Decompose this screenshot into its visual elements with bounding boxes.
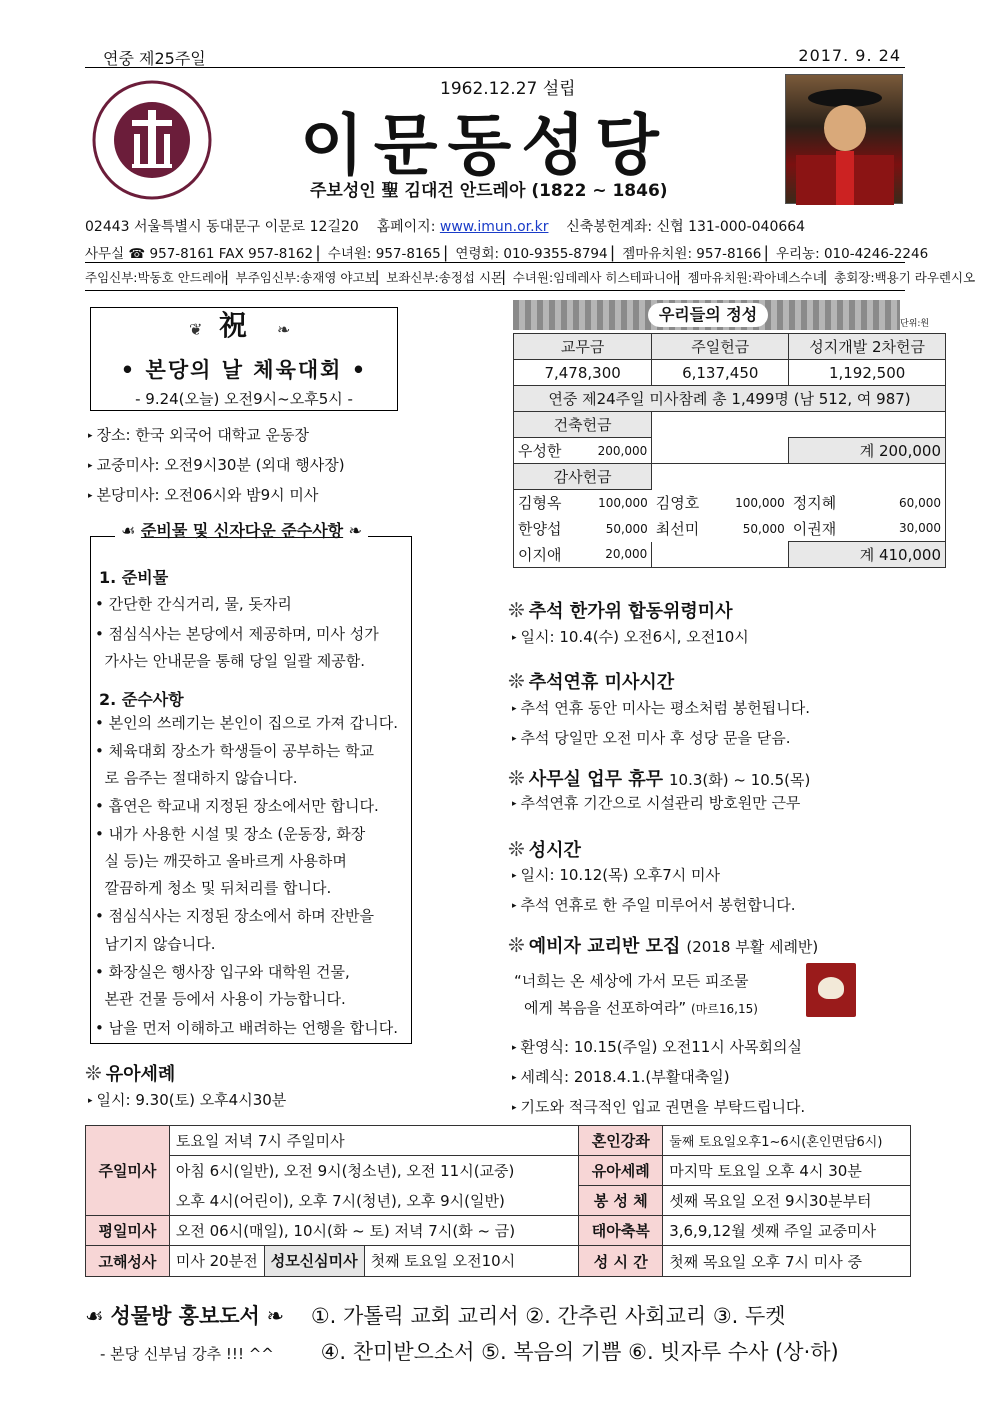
book-list: ①. 가톨릭 교회 교리서 ②. 간추린 사회교리 ③. 두켓 [310, 1304, 786, 1328]
list-item: 깔끔하게 청소 및 뒤처리를 합니다. [95, 879, 332, 897]
donor-name: 최선미 [655, 520, 700, 538]
offering-banner [513, 300, 900, 330]
section-heading: 1. 준비물 [99, 568, 169, 587]
list-item: ▸ 본당미사: 오전06시와 밤9시 미사 [88, 486, 319, 504]
books-promo-2 [100, 1336, 839, 1366]
infant-baptism-heading: ❊ 유아세례 [85, 1061, 176, 1085]
offering-title: 우리들의 정성 [648, 303, 768, 327]
list-item: ▸ 추석연휴 기간으로 시설관리 방호원만 근무 [512, 794, 801, 812]
recommendation: - 본당 신부님 강추 !!! ^^ [100, 1345, 274, 1363]
list-item: • 간단한 간식거리, 물, 돗자리 [95, 595, 292, 613]
table-cell: 둘째 토요일오후1~6시(혼인면담6시) [663, 1126, 911, 1156]
sparkle-icon: ❊ [85, 1061, 102, 1085]
donor-amount: 20,000 [579, 542, 652, 568]
notice-heading: ❊ 추석 한가위 합동위령미사 [508, 598, 733, 622]
table-cell: 마지막 토요일 오후 4시 30분 [663, 1156, 911, 1186]
list-item: ▸ 교중미사: 오전9시30분 (외대 행사장) [88, 456, 345, 474]
unit-label: 단위:원 [900, 319, 930, 329]
table-cell: 오후 4시(어린이), 오후 7시(청년), 오후 9시(일반) [169, 1186, 578, 1216]
ornament-icon: ☙ [121, 521, 141, 540]
sparkle-icon: ❊ [508, 598, 525, 622]
list-item: • 흡연은 학교내 지정된 장소에서만 합니다. [95, 797, 379, 815]
notice-heading: ❊ 성시간 [508, 837, 581, 861]
table-cell: 토요일 저녁 7시 주일미사 [169, 1126, 578, 1156]
table-cell: 1,192,500 [789, 360, 946, 386]
list-item: • 점심식사는 지정된 장소에서 하며 잔반을 [95, 907, 375, 925]
donor-amount: 30,000 [868, 516, 946, 542]
catechumen-list [512, 1034, 805, 1124]
table-cell: 셋째 목요일 오전 9시30분부터 [663, 1186, 911, 1216]
donor-amount: 60,000 [868, 490, 946, 516]
ornament-icon: ☙ [85, 1304, 111, 1328]
list-item: ▸ 추석 연휴 동안 미사는 평소처럼 봉헌됩니다. [512, 699, 810, 717]
list-item: 로 음주는 절대하지 않습니다. [95, 769, 298, 787]
scripture-quote: “너희는 온 세상에 가서 모든 피조물 [514, 972, 749, 990]
saint-portrait [785, 74, 903, 204]
marian-mass-label: 성모신심미사 [264, 1246, 365, 1276]
donor-name: 이권재 [792, 519, 837, 538]
donor-amount: 100,000 [735, 495, 785, 510]
catechumen-heading: ❊ 예비자 교리반 모집 (2018 부활 세례반) [508, 933, 819, 957]
list-item: 가사는 안내문을 통해 당일 일괄 제공함. [95, 652, 365, 670]
marriage-label: 혼인강좌 [579, 1126, 663, 1156]
table-cell: 3,6,9,12월 셋째 주일 교중미사 [663, 1216, 911, 1246]
communion-label: 봉 성 체 [579, 1186, 663, 1216]
sparkle-icon: ❊ [508, 669, 525, 693]
list-item: ▸ 장소: 한국 외국어 대학교 운동장 [88, 426, 310, 444]
table-cell: 7,478,300 [514, 360, 652, 386]
week-label: 연중 제25주일 [103, 49, 206, 68]
donor-name: 한양섭 [514, 516, 579, 542]
donor-name: 우성한 [514, 438, 579, 464]
festival-datetime: - 9.24(오늘) 오전9시~오후5시 - [135, 390, 353, 408]
list-item: • 점심식사는 본당에서 제공하며, 미사 성가 [95, 625, 379, 643]
list-item: ▸ 세례식: 2018.4.1.(부활대축일) [512, 1068, 730, 1086]
bank-account: 신축봉헌계좌: 신협 131-000-040664 [566, 219, 806, 235]
thanks-label: 감사헌금 [514, 464, 652, 490]
list-item: 본관 건물 등에서 사용이 가능합니다. [95, 990, 346, 1008]
donor-amount: 100,000 [598, 495, 648, 510]
issue-date: 2017. 9. 24 [798, 46, 901, 65]
book-list: ④. 찬미받으소서 ⑤. 복음의 기쁨 ⑥. 빗자루 수사 (상·하) [320, 1340, 839, 1364]
list-item: • 체육대회 장소가 학생들이 공부하는 학교 [95, 742, 375, 760]
books-promo: ☙ 성물방 홍보도서 ❧ ①. 가톨릭 교회 교리서 ②. 간추린 사회교리 ③. 두켓 [85, 1304, 786, 1328]
donor-amount: 200,000 [579, 438, 652, 464]
rules-title: ☙ 준비물 및 신자다운 준수사항 ❧ [115, 518, 368, 541]
fetus-blessing-label: 태아축복 [579, 1216, 663, 1246]
donor-amount: 50,000 [605, 521, 648, 536]
masthead-bar [85, 46, 905, 68]
sparkle-icon: ❊ [508, 837, 525, 861]
offering-table [513, 333, 946, 568]
staff-list: 주임신부:박동호 안드레아▏부주임신부:송재영 야고보▏보좌신부:송정섭 시몬▏수녀원:임데레사 히스테파니아▏젬마유치원:곽아녜스수녀▏총회장:백용기 라우렌시오 [85, 268, 905, 291]
table-cell: 6,137,450 [652, 360, 789, 386]
table-header: 교무금 [514, 334, 652, 360]
patron-saint: 주보성인 聖 김대건 안드레아 (1822 ~ 1846) [310, 181, 668, 201]
list-item: ▸ 추석 연휴로 한 주일 미루어서 봉헌합니다. [512, 896, 796, 914]
list-item: ▸ 추석 당일만 오전 미사 후 성당 문을 닫음. [512, 729, 791, 747]
list-item: • 내가 사용한 시설 및 장소 (운동장, 화장 [95, 825, 366, 843]
list-item: 실 등)는 깨끗하고 올바르게 사용하며 [95, 852, 347, 870]
church-name: 이문동성당 [300, 107, 669, 184]
confession-label: 고해성사 [86, 1246, 170, 1277]
weekday-mass-label: 평일미사 [86, 1216, 170, 1246]
donor-name: 김영호 [655, 494, 700, 512]
donor-name: 김형옥 [514, 490, 579, 516]
table-cell: 미사 20분전 [175, 1252, 258, 1270]
contact-line-2: 사무실 ☎ 957-8161 FAX 957-8162 ▏수녀원: 957-8165 ▏연령회: 010-9355-8794 ▏젬마유치원: 957-8166 ▏우리농: 010-4246-2246 [85, 246, 929, 262]
sunday-mass-label: 주일미사 [86, 1126, 170, 1216]
building-total: 계 200,000 [789, 438, 946, 464]
festival-title: • 본당의 날 체육대회 • [120, 358, 368, 382]
holy-hour-label: 성 시 간 [579, 1246, 663, 1277]
list-item: ▸ 일시: 9.30(토) 오후4시30분 [88, 1091, 287, 1109]
address: 02443 서울특별시 동대문구 이문로 12길20 [85, 219, 359, 235]
donor-name: 이지애 [514, 542, 579, 568]
sparkle-icon: ❊ [508, 766, 525, 790]
list-item: • 화장실은 행사장 입구와 대학원 건물, [95, 963, 350, 981]
section-heading: 2. 준수사항 [99, 690, 184, 709]
table-cell: 오전 06시(매일), 10시(화 ~ 토) 저녁 7시(화 ~ 금) [169, 1216, 578, 1246]
attendance: 연중 제24주일 미사참례 총 1,499명 (남 512, 여 987) [514, 386, 946, 412]
festival-details [88, 422, 345, 512]
ornament-icon: ❧ [343, 521, 363, 540]
list-item: ▸ 기도와 적극적인 입교 권면을 부탁드립니다. [512, 1098, 806, 1116]
rules-box [90, 536, 412, 1044]
thanks-total: 계 410,000 [789, 542, 946, 568]
scripture-quote: 에게 복음을 선포하여라” (마르16,15) [524, 999, 758, 1017]
list-item: • 남을 먼저 이해하고 배려하는 언행을 합니다. [95, 1019, 399, 1037]
infant-baptism-label: 유아세례 [579, 1156, 663, 1186]
notice-list [512, 862, 795, 922]
celebration-mark: 祝 [219, 309, 248, 342]
notice-list [512, 695, 810, 755]
table-cell: 첫째 토요일 오전10시 [370, 1252, 516, 1270]
table-header: 주일헌금 [652, 334, 789, 360]
table-header: 성지개발 2차헌금 [789, 334, 946, 360]
building-label: 건축헌금 [514, 412, 652, 438]
notice-heading: ❊ 추석연휴 미사시간 [508, 669, 675, 693]
sparkle-icon: ❊ [508, 933, 525, 957]
table-cell: 아침 6시(일반), 오전 9시(청소년), 오전 11시(교중) [169, 1156, 578, 1186]
donor-amount: 50,000 [742, 521, 785, 536]
parish-logo [90, 80, 230, 200]
established-date: 1962.12.27 설립 [440, 79, 576, 99]
leaf-ornament-icon: ❧ [277, 320, 291, 339]
list-item: ▸ 일시: 10.12(목) 오후7시 미사 [512, 866, 720, 884]
dove-icon [806, 963, 856, 1017]
festival-box [90, 307, 398, 411]
donor-name: 정지혜 [792, 494, 837, 512]
leaf-ornament-icon: ❦ [189, 320, 203, 339]
contact-line-1 [85, 216, 805, 236]
notice-heading: ❊ 사무실 업무 휴무 10.3(화) ~ 10.5(목) [508, 766, 811, 790]
list-item: 남기지 않습니다. [95, 935, 216, 953]
homepage-link[interactable]: www.imun.or.kr [439, 219, 549, 235]
ornament-icon: ❧ [259, 1304, 285, 1328]
list-item: ▸ 일시: 10.4(수) 오전6시, 오전10시 [512, 628, 749, 646]
divider [85, 262, 905, 263]
homepage-label: 홈페이지: [376, 219, 436, 235]
list-item: ▸ 환영식: 10.15(주일) 오전11시 사목회의실 [512, 1038, 802, 1056]
table-cell: 첫째 목요일 오후 7시 미사 중 [663, 1246, 911, 1277]
mass-schedule-table [85, 1125, 911, 1277]
list-item: • 본인의 쓰레기는 본인이 집으로 가져 갑니다. [95, 714, 399, 732]
